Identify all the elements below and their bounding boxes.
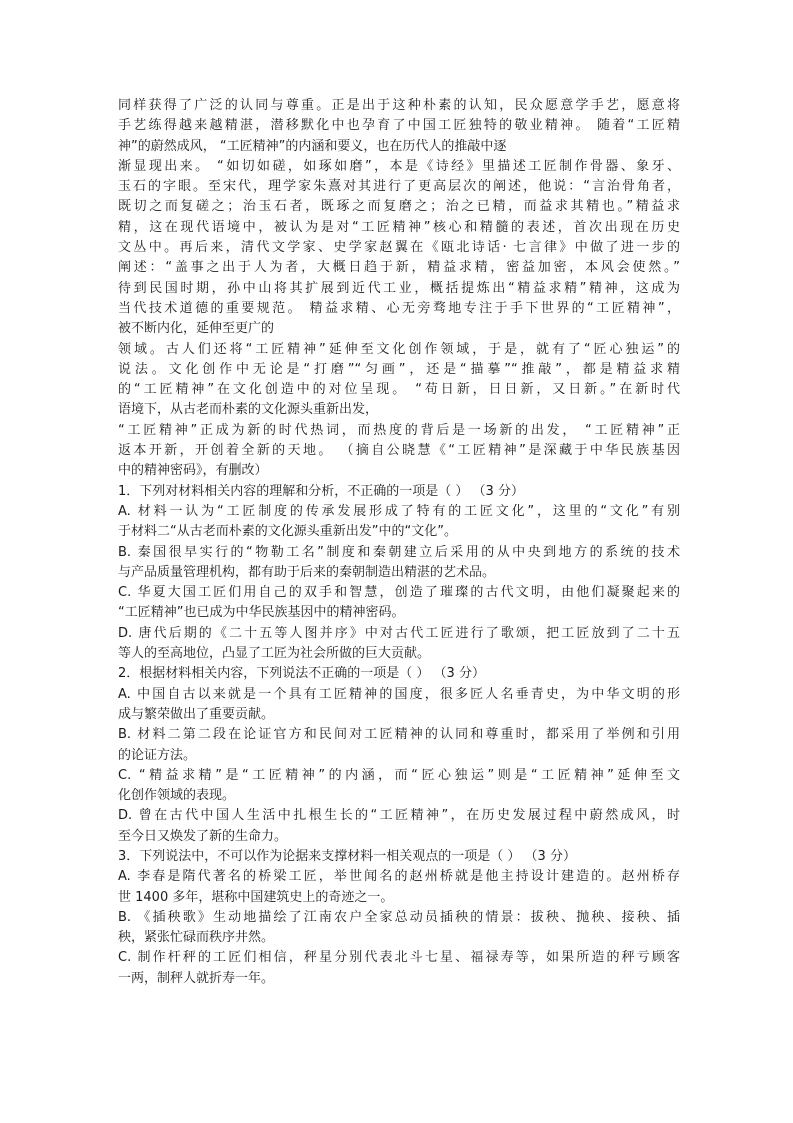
text-line: 精，这在现代语境中，被认为是对“工匠精神”核心和精髓的表述，首次出现在历史 [118,219,680,235]
text-line: 返本开新，开创着全新的天地。 （摘自公晓慧《“工匠精神”是深藏于中华民族基因 [118,443,680,459]
text-line: 同样获得了广泛的认同与尊重。正是出于这种朴素的认知，民众愿意学手艺，愿意将 [118,98,680,113]
text-line: A. 李春是隋代著名的桥梁工匠，举世闻名的赵州桥就是他主持设计建造的。赵州桥存 [118,869,680,885]
text-line: D. 曾在古代中国人生活中扎根生长的“工匠精神”，在历史发展过程中蔚然成风，时 [118,808,680,824]
text-line: B. 材料二第二段在论证官方和民间对工匠精神的认同和尊重时，都采用了举例和引用 [118,727,680,743]
text-line: 语境下，从古老而朴素的文化源头重新出发， [118,402,379,418]
text-line: 成与繁荣做出了重要贡献。 [118,706,275,722]
text-line: 1．下列对材料相关内容的理解和分析，不正确的一项是（ ） （3 分） [118,483,524,499]
document-page [118,96,680,989]
text-line: 化创作领域的表现。 [118,788,236,804]
text-line: C. “精益求精”是“工匠精神”的内涵，而“匠心独运”则是“工匠精神”延伸至文 [118,767,680,783]
text-line: 被不断内化，延伸至更广的 [118,321,275,337]
text-line: 与产品质量管理机构，都有助于后来的秦朝制造出精湛的艺术品。 [118,564,496,580]
text-line: 手艺练得越来越精湛，潜移默化中也孕育了中国工匠独特的敬业精神。 随着“工匠精 [118,118,680,134]
text-line: 说法。文化创作中无论是“打磨”“匀画”，还是“描摹”“推敲”，都是精益求精 [118,361,680,377]
text-line: 3．下列说法中，不可以作为论据来支撑材料一相关观点的一项是（ ） （3 分） [118,848,576,864]
text-line: 待到民国时期，孙中山将其扩展到近代工业，概括提炼出“精益求精”精神，这成为 [118,280,680,296]
text-line: 既切之而复磋之；治玉石者，既琢之而复磨之；治之已精，而益求其精也。”精益求 [118,199,680,215]
text-line: A. 中国自古以来就是一个具有工匠精神的国度，很多匠人名垂青史，为中华文明的形 [118,686,680,702]
text-line: 阐述：“盖事之出于人为者，大概日趋于新，精益求精，密益加密，本风会使然。” [118,260,680,276]
text-line: 秧，紧张忙碌而秩序井然。 [118,930,275,946]
text-line: 的“工匠精神”在文化创造中的对位呈现。 “苟日新，日日新，又日新。”在新时代 [118,382,680,398]
text-line: 玉石的字眼。至宋代，理学家朱熹对其进行了更高层次的阐述，他说：“言治骨角者， [118,179,680,195]
text-line: D. 唐代后期的《二十五等人图并序》中对古代工匠进行了歌颂，把工匠放到了二十五 [118,625,680,641]
text-line: 一两，制秤人就折寿一年。 [118,970,275,986]
text-line: “工匠精神”也已成为中华民族基因中的精神密码。 [118,605,405,621]
text-line: C. 华夏大国工匠们用自己的双手和智慧，创造了璀璨的古代文明，由他们凝聚起来的 [118,585,680,601]
text-line: 当代技术道德的重要规范。 精益求精、心无旁骛地专注于手下世界的“工匠精神”， [118,300,680,316]
text-line: 2．根据材料相关内容，下列说法不正确的一项是（ ） （3 分） [118,666,485,682]
text-line: “工匠精神”正成为新的时代热词，而热度的背后是一场新的出发， “工匠精神”正 [118,422,680,438]
text-line: 中的精神密码》，有删改） [118,463,268,479]
text-line: 渐显现出来。 “如切如磋，如琢如磨”，本是《诗经》里描述工匠制作骨器、象牙、 [118,158,680,174]
text-line: 神”的蔚然成风， “工匠精神”的内涵和要义，也在历代人的推敲中逐 [118,138,507,154]
text-line: A. 材料一认为“工匠制度的传承发展形成了特有的工匠文化”，这里的“文化”有别 [118,503,680,519]
text-line: 等人的至高地位，凸显了工匠为社会所做的巨大贡献。 [118,646,431,662]
text-line: 的论证方法。 [118,747,197,763]
text-line: 于材料二“从古老而朴素的文化源头重新出发”中的“文化”。 [118,524,457,540]
text-line: 文丛中。再后来，清代文学家、史学家赵翼在《瓯北诗话· 七言律》中做了进一步的 [118,240,680,256]
text-line: 世 1400 多年，堪称中国建筑史上的奇迹之一。 [118,889,394,905]
text-line: B. 秦国很早实行的“物勒工名”制度和秦朝建立后采用的从中央到地方的系统的技术 [118,544,680,560]
text-line: C. 制作杆秤的工匠们相信，秤星分别代表北斗七星、福禄寿等，如果所造的秤亏顾客 [118,950,680,966]
text-line: 领域。古人们还将“工匠精神”延伸至文化创作领域，于是，就有了“匠心独运”的 [118,341,680,357]
text-line: B. 《插秧歌》生动地描绘了江南农户全家总动员插秧的情景：拔秧、抛秧、接秧、插 [118,909,680,925]
text-line: 至今日又焕发了新的生命力。 [118,828,288,844]
